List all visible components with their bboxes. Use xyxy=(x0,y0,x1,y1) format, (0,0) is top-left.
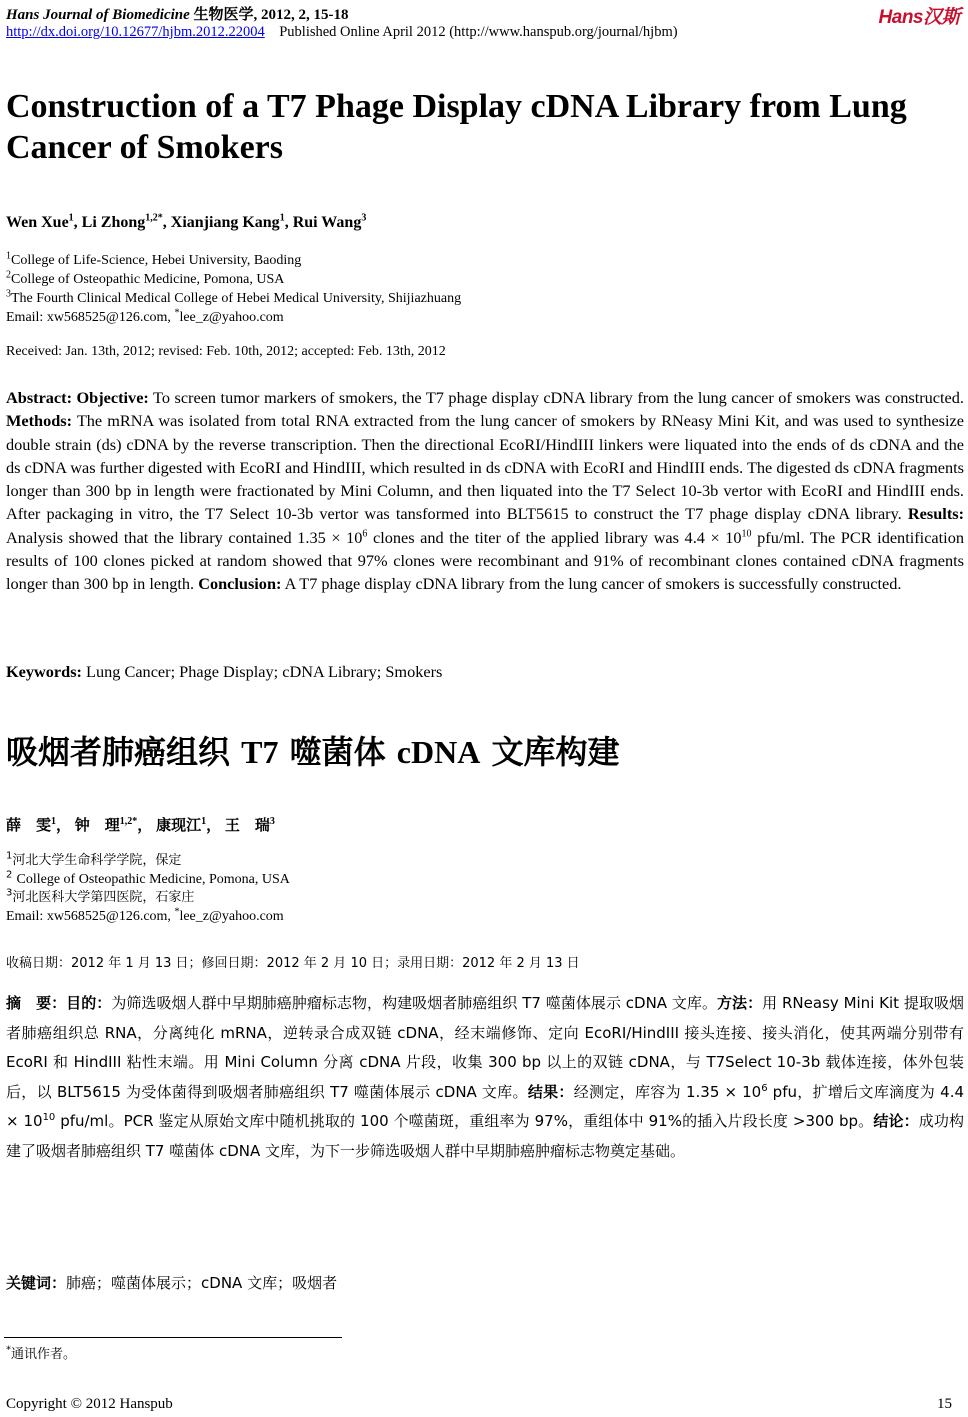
cn-affiliation-text: 河北大学生命科学学院，保定 xyxy=(12,853,182,868)
affiliations xyxy=(6,251,461,327)
cn-abstract xyxy=(6,989,964,1166)
results-exponent: 10 xyxy=(741,528,752,540)
methods-label: Methods: xyxy=(6,411,73,431)
cn-objective-label: 目的： xyxy=(66,994,112,1012)
results-text: clones and the titer of the applied library was 4.4 × 10 xyxy=(367,527,742,547)
cn-author-name: 王 瑞 xyxy=(224,818,270,834)
cn-conclusion-label: 结论： xyxy=(873,1112,919,1130)
author-name: Rui Wang xyxy=(292,214,362,231)
cn-title xyxy=(6,727,619,773)
cn-affil-sup: 1 xyxy=(6,850,13,862)
author-sup: 1,2* xyxy=(145,212,163,224)
cn-affiliation-item xyxy=(6,852,290,871)
doi-link[interactable]: http://dx.doi.org/10.12677/hjbm.2012.22004 xyxy=(6,24,265,40)
footnote-rule xyxy=(4,1337,342,1338)
author-list: Wen Xue$^1$, Li Zhong$^{1,2*}$, Xianjiang Kang$^1$, Rui Wang$^3$ xyxy=(6,212,367,231)
affiliation-text: The Fourth Clinical Medical College of Hebei Medical University, Shijiazhuang xyxy=(11,291,462,306)
footnote xyxy=(6,1343,76,1362)
hans-logo: Hans汉斯 xyxy=(878,7,960,28)
cn-author-name: 薛 雯 xyxy=(6,818,52,834)
cn-results-text: pfu/ml。PCR 鉴定从原始文库中随机挑取的 100 个噬菌斑，重组率为 97%，重组体中 91%的插入片段长度 >300 bp。 xyxy=(55,1112,874,1130)
author-name: Li Zhong xyxy=(81,214,146,231)
affiliation-sup: 2 xyxy=(6,269,11,281)
cn-title-part: 文库构建 xyxy=(480,733,620,771)
results-exponent: 6 xyxy=(362,528,368,540)
cn-email-asterisk: * xyxy=(174,905,180,917)
cn-title-part: cDNA xyxy=(396,734,481,770)
affiliation-item xyxy=(6,289,461,308)
cn-author-sup: 1 xyxy=(201,816,207,827)
affiliation-sup: 3 xyxy=(6,288,11,300)
cn-author-name: 康现江 xyxy=(156,818,202,834)
cn-keywords-text: 肺癌；噬菌体展示；cDNA 文库；吸烟者 xyxy=(66,1274,338,1292)
cn-affil-sup: 3 xyxy=(6,887,13,899)
cn-author-sup: 1 xyxy=(51,816,57,827)
affiliation-text: College of Life-Science, Hebei University, Baoding xyxy=(11,253,302,268)
email-prefix: Email: xw568525@126.com, xyxy=(6,310,175,325)
author-sup: 1 xyxy=(68,212,74,224)
results-text: Analysis showed that the library contained 1.35 × 10 xyxy=(6,527,363,547)
results-text: pfu/ml. The PCR identification results of 100 clones picked at random showed that 97% clones were recombinant and 91% of recombinant clones contained cDNA fragments longer than 300 bp in length. xyxy=(6,527,964,594)
affiliation-item xyxy=(6,270,461,289)
journal-header xyxy=(6,3,349,24)
cn-conclusion-text: 成功构建了吸烟者肺癌组织 T7 噬菌体 cDNA 文库，为下一步筛选吸烟人群中早期肺癌肿瘤标志物奠定基础。 xyxy=(6,1112,964,1160)
cn-results-text: 经测定，库容为 1.35 × 10 xyxy=(573,1082,762,1101)
cn-affil-sup: 2 xyxy=(6,869,13,881)
keywords-label: Keywords: xyxy=(6,662,82,681)
cn-results-exponent: 6 xyxy=(761,1082,768,1094)
cn-affiliation-item xyxy=(6,871,290,890)
conclusion-label: Conclusion: xyxy=(198,574,282,594)
journal-subheader xyxy=(6,24,678,41)
cn-results-text: pfu，扩增后文库滴度为 4.4 × 10 xyxy=(6,1082,965,1130)
affiliation-text: College of Osteopathic Medicine, Pomona, USA xyxy=(11,272,285,287)
cn-abstract-label: 摘 要： xyxy=(6,994,67,1012)
author-sup: 3 xyxy=(361,212,367,224)
methods-text: The mRNA was isolated from total RNA extracted from the lung cancer of smokers by RNeasy Mini Kit, and was used to synthesize double strain (ds) cDNA by the reverse transcription. Then the directional EcoRI/HindIII linkers were liquated into the ends of ds cDNA and the ds cDNA was further digested with EcoRI and HindIII, which resulted in ds cDNA with EcoRI and HindIII ends. The digested ds cDNA fragments longer than 300 bp in length were fractionated by Mini Column, and then liquated into the T7 Select 10-3b vertor with EcoRI and HindIII ends. After packaging in vitro, the T7 Select 10-3b vertor was tansformed into BLT5615 to construct the T7 phage display cDNA library. xyxy=(6,411,964,524)
journal-volume: , 2012, 2, 15-18 xyxy=(253,7,349,23)
published-note: Published Online April 2012 (http://www.hanspub.org/journal/hjbm) xyxy=(279,24,678,40)
author-sup: 1 xyxy=(279,212,285,224)
received-dates: Received: Jan. 13th, 2012; revised: Feb. 10th, 2012; accepted: Feb. 13th, 2012 xyxy=(6,344,446,359)
author-name: Wen Xue xyxy=(6,214,69,231)
abstract xyxy=(6,386,964,596)
objective-label: Objective: xyxy=(76,388,149,407)
cn-methods-label: 方法： xyxy=(717,994,763,1012)
cn-author-list: 薛 雯$^1$， 钟 理$^{1,2*}$， 康现江$^1$， 王 瑞$^3$ xyxy=(6,816,275,834)
footnote-asterisk: * xyxy=(6,1344,11,1356)
cn-email-line xyxy=(6,905,290,927)
journal-name-cn: 生物医学 xyxy=(193,7,254,23)
cn-title-part: T7 xyxy=(241,734,279,770)
cn-author-sup: 1,2* xyxy=(119,816,138,827)
cn-methods-text: 用 RNeasy Mini Kit 提取吸烟者肺癌组织总 RNA，分离纯化 mRNA，逆转录合成双链 cDNA，经末端修饰、定向 EcoRI/HindIII 接头连接、接头消化，使其两端分别带有 EcoRI 和 HindIII 粘性末端。用 Mini Column 分离 cDNA 片段，收集 300 bp 以上的双链 cDNA，与 T7Select 10-3b 载体连接，体外包装后，以 BLT5615 为受体菌得到吸烟者肺癌组织 T7 噬菌体展示 cDNA 文库。 xyxy=(6,994,964,1101)
email-address: lee_z@yahoo.com xyxy=(179,310,284,325)
cn-affiliations xyxy=(6,852,290,926)
objective-text: To screen tumor markers of smokers, the T7 phage display cDNA library from the lung cancer of smokers was constructed. xyxy=(148,388,964,407)
cn-title-part: 吸烟者肺癌组织 xyxy=(6,733,242,771)
footnote-text: 通讯作者。 xyxy=(11,1347,77,1362)
keywords-text: Lung Cancer; Phage Display; cDNA Library; Smokers xyxy=(81,662,443,681)
cn-email-address: lee_z@yahoo.com xyxy=(179,908,284,924)
conclusion-text: A T7 phage display cDNA library from the lung cancer of smokers is successfully constructed. xyxy=(281,574,902,594)
paper-title: Construction of a T7 Phage Display cDNA Library from Lung Cancer of Smokers xyxy=(6,88,907,166)
affiliation-item xyxy=(6,251,461,270)
copyright: Copyright © 2012 Hanspub xyxy=(6,1396,173,1412)
author-name: Xianjiang Kang xyxy=(170,214,280,231)
cn-keywords-label: 关键词： xyxy=(6,1274,67,1292)
abstract-label: Abstract: xyxy=(6,388,73,407)
cn-affiliation-item xyxy=(6,889,290,908)
cn-affiliation-text: College of Osteopathic Medicine, Pomona, USA xyxy=(16,871,290,887)
journal-name: Hans Journal of Biomedicine xyxy=(6,7,190,23)
cn-objective-text: 为筛选吸烟人群中早期肺癌肿瘤标志物，构建吸烟者肺癌组织 T7 噬菌体展示 cDNA 文库。 xyxy=(111,994,718,1012)
cn-received-dates: 收稿日期：2012 年 1 月 13 日；修回日期：2012 年 2 月 10 日；录用日期：2012 年 2 月 13 日 xyxy=(6,956,580,971)
cn-title-part: 噬菌体 xyxy=(278,733,397,771)
cn-email-prefix: Email: xw568525@126.com, xyxy=(6,908,175,924)
cn-author-sup: 3 xyxy=(269,816,275,827)
cn-affiliation-text: 河北医科大学第四医院，石家庄 xyxy=(12,890,195,905)
cn-results-label: 结果： xyxy=(527,1082,574,1101)
cn-author-name: 钟 理 xyxy=(74,818,120,834)
email-asterisk: * xyxy=(174,307,180,319)
affiliation-sup: 1 xyxy=(6,250,11,262)
email-line xyxy=(6,308,461,327)
results-label: Results: xyxy=(907,504,964,524)
cn-keywords xyxy=(6,1272,337,1293)
cn-results-exponent: 10 xyxy=(42,1112,56,1123)
page-number: 15 xyxy=(937,1396,952,1412)
keywords xyxy=(6,662,442,682)
